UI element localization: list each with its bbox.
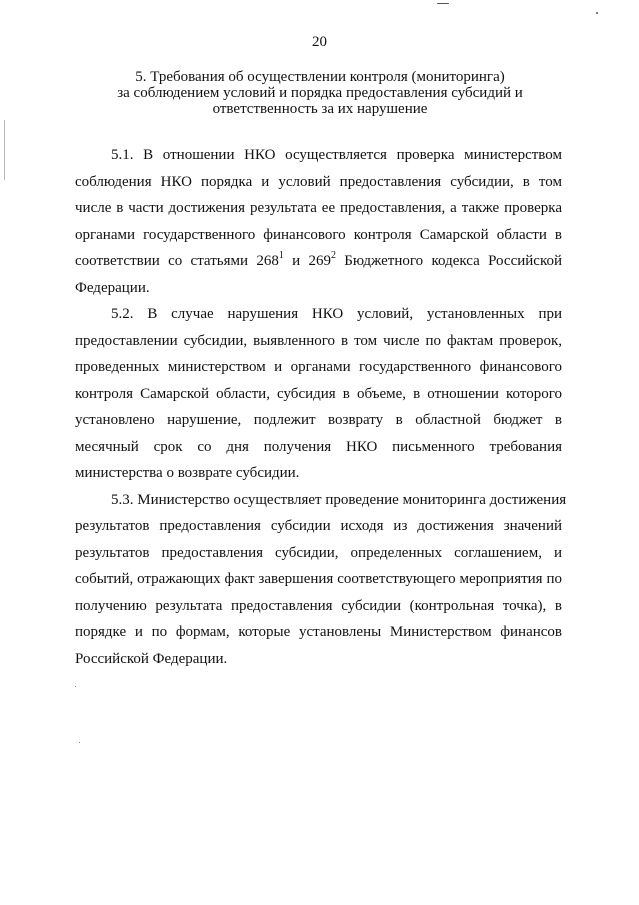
text-line: месячный срок со дня получения НКО письменного требования xyxy=(75,438,562,455)
text-line: 5.3. Министерство осуществляет проведение мониторинга достижения xyxy=(111,491,567,508)
text-line: 5.2. В случае нарушения НКО условий, установленных при xyxy=(111,306,562,322)
text-line: получению результата предоставления субсидии (контрольная точка), в xyxy=(75,597,562,614)
text-line: установлено нарушение, подлежит возврату в областной бюджет в xyxy=(75,412,562,428)
text-line: событий, отражающих факт завершения соответствующего мероприятия по xyxy=(75,571,562,587)
scan-speck xyxy=(75,686,76,687)
text-line: проведенных министерством и органами государственного финансового xyxy=(75,359,562,375)
text-line: порядке и по формам, которые установлены Министерством финансов xyxy=(75,624,562,640)
section-heading xyxy=(60,69,580,117)
text-line xyxy=(75,248,562,275)
heading-line: 5. Требования об осуществлении контроля (мониторинга) xyxy=(135,69,505,85)
text-fragment: соответствии со статьями 268 xyxy=(75,253,279,269)
text-line: органами государственного финансового контроля Самарской области в xyxy=(75,226,562,243)
scan-speck xyxy=(596,12,598,14)
heading-line: ответственность за их нарушение xyxy=(212,101,428,117)
text-fragment: Бюджетного кодекса Российской xyxy=(335,253,563,269)
document-body xyxy=(75,142,567,672)
text-line: числе в части достижения результата ее предоставления, а также проверка xyxy=(75,200,562,216)
text-line: министерства о возврате субсидии. xyxy=(75,465,300,481)
paragraph-5-3 xyxy=(75,487,567,673)
scan-speck xyxy=(79,742,80,743)
superscript: 1 xyxy=(278,250,284,261)
text-line: Российской Федерации. xyxy=(75,650,228,667)
text-fragment: и 269 xyxy=(283,253,331,269)
text-line: 5.1. В отношении НКО осуществляется проверка министерством xyxy=(111,147,562,163)
page-number: 20 xyxy=(312,34,327,50)
scan-speck xyxy=(437,3,449,4)
text-line: предоставлении субсидии, выявленного в том числе по фактам проверок, xyxy=(75,332,562,349)
heading-line: за соблюдением условий и порядка предоставления субсидий и xyxy=(117,85,523,101)
superscript: 2 xyxy=(330,250,336,261)
text-line: результатов предоставления субсидии, определенных соглашением, и xyxy=(75,544,562,561)
text-line: контроля Самарской области, субсидия в объеме, в отношении которого xyxy=(75,385,562,402)
paragraph-5-1 xyxy=(75,142,562,301)
text-line: соблюдения НКО порядка и условий предоставления субсидии, в том xyxy=(75,173,562,190)
paragraph-5-2 xyxy=(75,301,562,487)
scan-edge-line xyxy=(4,120,5,180)
text-line: Федерации. xyxy=(75,279,150,296)
text-line: результатов предоставления субсидии исходя из достижения значений xyxy=(75,518,562,534)
